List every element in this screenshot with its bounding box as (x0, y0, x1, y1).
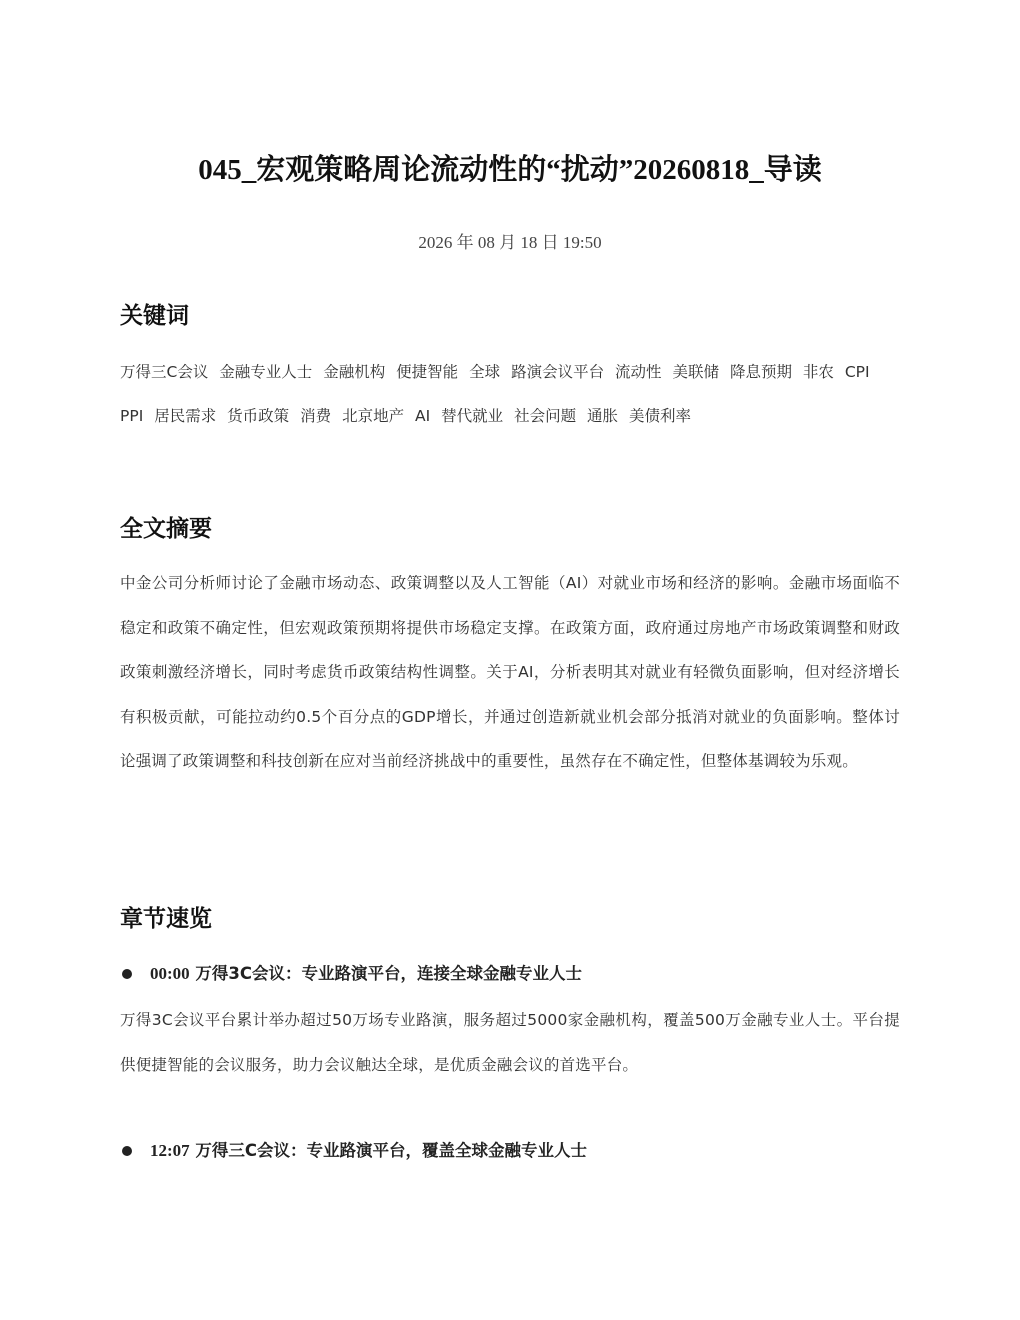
keyword-tag: 便捷智能 (396, 363, 459, 381)
keyword-tag: 消费 (300, 407, 332, 425)
bullet-icon (122, 969, 132, 979)
keyword-tag: 居民需求 (154, 407, 217, 425)
chapter-heading (150, 1139, 587, 1163)
bullet-icon (122, 1146, 132, 1156)
keyword-tag: 路演会议平台 (511, 363, 605, 381)
chapter-heading (150, 962, 582, 986)
keyword-tag: 美联储 (672, 363, 719, 381)
keyword-tag: AI (415, 407, 431, 425)
summary-heading: 全文摘要 (120, 516, 212, 542)
keyword-tag: 降息预期 (729, 363, 792, 381)
summary-text: 中金公司分析师讨论了金融市场动态、政策调整以及人工智能（AI）对就业市场和经济的影响。金融市场面临不稳定和政策不确定性，但宏观政策预期将提供市场稳定支撑。在政策方面，政府通过房地产市场政策调整和财政政策刺激经济增长，同时考虑货币政策结构性调整。关于AI，分析表明其对就业有轻微负面影响，但对经济增长有积极贡献，可能拉动约0.5个百分点的GDP增长，并通过创造新就业机会部分抵消对就业的负面影响。整体讨论强调了政策调整和科技创新在应对当前经济挑战中的重要性，虽然存在不确定性，但整体基调较为乐观。 (120, 574, 900, 770)
chapter-title: 万得3C会议：专业路演平台，连接全球金融专业人士 (195, 964, 583, 983)
keyword-tag: 北京地产 (342, 407, 405, 425)
keyword-tag: 全球 (469, 363, 501, 381)
keyword-tag: 货币政策 (227, 407, 290, 425)
keyword-tag: 万得三C会议 (120, 363, 209, 381)
keyword-tag: 金融专业人士 (219, 363, 313, 381)
chapter-timestamp: 12:07 (150, 1141, 190, 1160)
keyword-tag: 非农 (802, 363, 834, 381)
chapters-heading: 章节速览 (120, 906, 212, 932)
keyword-tag: CPI (844, 363, 870, 381)
keyword-tag: 社会问题 (514, 407, 577, 425)
chapter-timestamp: 00:00 (150, 964, 190, 983)
keyword-tag: 流动性 (615, 363, 662, 381)
keyword-tag: 通胀 (587, 407, 619, 425)
keywords-heading: 关键词 (120, 303, 189, 329)
keyword-tag: PPI (120, 407, 144, 425)
keyword-tag: 金融机构 (323, 363, 386, 381)
chapter-title: 万得三C会议：专业路演平台，覆盖全球金融专业人士 (195, 1141, 588, 1160)
keyword-tag: 美债利率 (629, 407, 692, 425)
document-title: 045_宏观策略周论流动性的“扰动”20260818_导读 (198, 154, 822, 186)
document-datetime: 2026 年 08 月 18 日 19:50 (418, 233, 602, 252)
keyword-tag: 替代就业 (441, 407, 504, 425)
keywords-list (120, 350, 904, 438)
chapter-body: 万得3C会议平台累计举办超过50万场专业路演，服务超过5000家金融机构，覆盖500万金融专业人士。平台提供便捷智能的会议服务，助力会议触达全球，是优质金融会议的首选平台。 (120, 1011, 900, 1074)
